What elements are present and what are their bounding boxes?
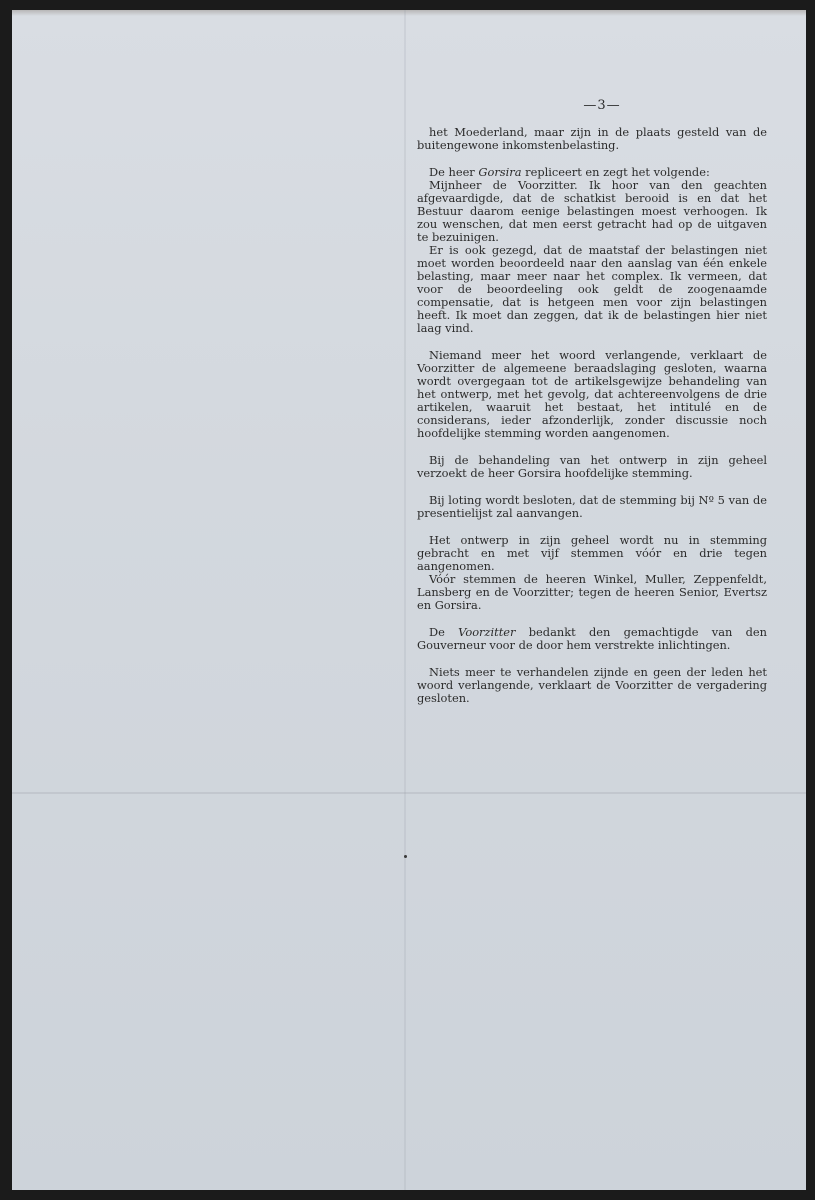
ink-speck bbox=[404, 855, 407, 858]
paragraph-text: het Moederland, maar zijn in de plaats gesteld van de buitengewone inkomstenbelasting. bbox=[417, 125, 767, 152]
paragraph bbox=[417, 454, 767, 480]
paragraph-text: Bij loting wordt besloten, dat de stemming bij Nº 5 van de presentielijst zal aanvangen. bbox=[417, 493, 767, 520]
paper-edge-stain bbox=[12, 10, 806, 16]
text-column bbox=[417, 126, 767, 705]
paragraph bbox=[417, 666, 767, 705]
paragraph bbox=[417, 179, 767, 244]
paragraph bbox=[417, 244, 767, 335]
speaker-name: Voorzitter bbox=[458, 625, 516, 639]
paragraph-text: De heer bbox=[429, 165, 479, 179]
vertical-fold-line bbox=[404, 10, 406, 1190]
paragraph bbox=[417, 494, 767, 520]
paragraph bbox=[417, 626, 767, 652]
paragraph bbox=[417, 126, 767, 152]
horizontal-fold-line bbox=[12, 792, 806, 794]
paragraph-text: bedankt den gemachtigde van den Gouverneur voor de door hem verstrekte inlichtingen. bbox=[417, 625, 767, 652]
paragraph-text: Mijnheer de Voorzitter. Ik hoor van den geachten afgevaardigde, dat de schatkist berooid is en dat het Bestuur daarom eenige belastingen moest verhoogen. Ik zou wenschen, dat men eerst getracht had op de uitgaven te bezuinigen. bbox=[417, 178, 767, 244]
paragraph bbox=[417, 534, 767, 573]
page-number: —3— bbox=[583, 98, 621, 113]
paragraph-text: Niets meer te verhandelen zijnde en geen der leden het woord verlangende, verklaart de Voorzitter de vergadering gesloten. bbox=[417, 665, 767, 705]
paragraph-text: De bbox=[429, 625, 459, 639]
paragraph-text: Er is ook gezegd, dat de maatstaf der belastingen niet moet worden beoordeeld naar den aanslag van één enkele belasting, maar meer naar het complex. Ik vermeen, dat voor de beoordeeling ook geldt de zoogenaamde compensatie, dat is hetgeen men voor zijn belastingen heeft. Ik moet dan zeggen, dat ik de belastingen hier niet laag vind. bbox=[417, 243, 767, 335]
speaker-name: Gorsira bbox=[478, 165, 522, 179]
paragraph-text: Bij de behandeling van het ontwerp in zijn geheel verzoekt de heer Gorsira hoofdelijke stemming. bbox=[417, 453, 767, 480]
paragraph bbox=[417, 349, 767, 440]
document-page bbox=[12, 10, 806, 1190]
paragraph-text: Niemand meer het woord verlangende, verklaart de Voorzitter de algemeene beraadslaging gesloten, waarna wordt overgegaan tot de artikelsgewijze behandeling van het ontwerp, met het gevolg, dat achtereenvolgens de drie artikelen, waaruit het bestaat, het intitulé en de considerans, ieder afzonderlijk, zonder discussie noch hoofdelijke stemming worden aangenomen. bbox=[417, 348, 767, 440]
paragraph-text: Het ontwerp in zijn geheel wordt nu in stemming gebracht en met vijf stemmen vóór en drie tegen aangenomen. bbox=[417, 533, 767, 573]
paragraph-text: repliceert en zegt het volgende: bbox=[521, 165, 710, 179]
paragraph bbox=[417, 573, 767, 612]
paragraph-text: Vóór stemmen de heeren Winkel, Muller, Zeppenfeldt, Lansberg en de Voorzitter; tegen de heeren Senior, Evertsz en Gorsira. bbox=[417, 572, 767, 612]
